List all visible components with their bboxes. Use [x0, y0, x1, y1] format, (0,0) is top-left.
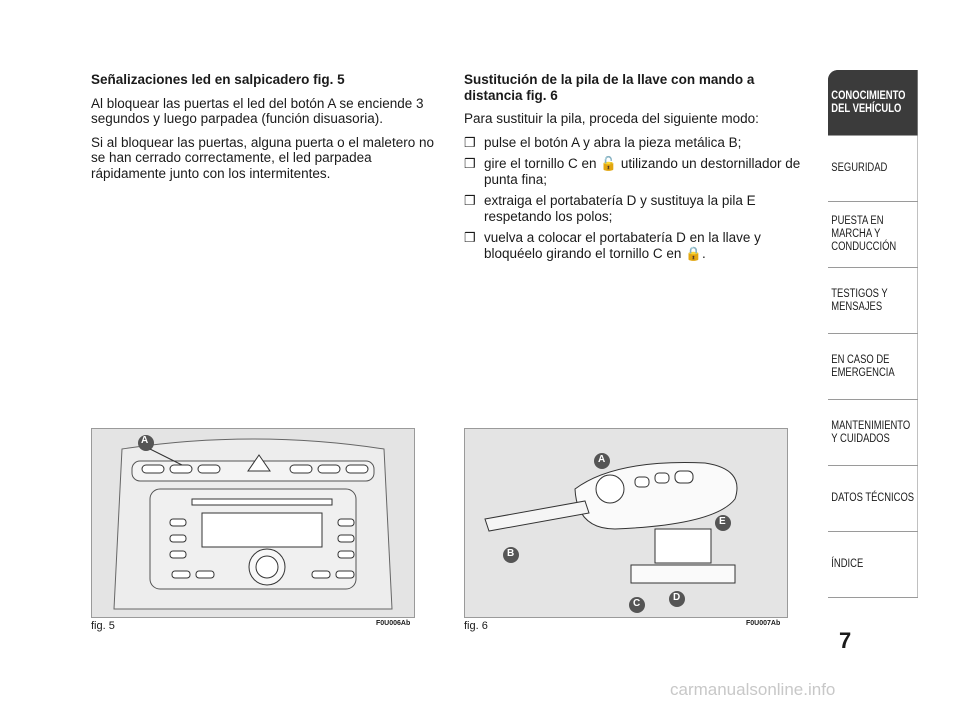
figure-5-radio-panel	[91, 428, 415, 618]
tab-conocimiento[interactable]: CONOCIMIENTO DEL VEHÍCULO	[828, 70, 918, 136]
label-b: B	[507, 548, 515, 559]
intro-text: Para sustituir la pila, proceda del siguiente modo:	[464, 111, 759, 126]
page-number: 7	[839, 628, 852, 653]
checkbox-bullet-icon: ❒	[464, 193, 476, 208]
left-column	[91, 72, 436, 189]
tab-emergencia[interactable]: EN CASO DE EMERGENCIA	[828, 334, 918, 400]
watermark: carmanualsonline.info	[670, 680, 836, 699]
label-a: A	[598, 454, 606, 465]
list-item: ❒ extraiga el portabatería D y sustituya la pila E respetando los polos;	[464, 193, 756, 224]
tab-puesta-en-marcha[interactable]: PUESTA EN MARCHA Y CONDUCCIÓN	[828, 202, 918, 268]
checkbox-bullet-icon: ❒	[464, 134, 476, 150]
tab-testigos[interactable]: TESTIGOS Y MENSAJES	[828, 268, 918, 334]
figure-6-key-fob	[464, 428, 788, 618]
paragraph: Si al bloquear las puertas, alguna puerta o el maletero no se han cerrado correctamente, el led parpadea rápidamente junto con los intermitentes.	[91, 134, 434, 181]
tab-seguridad[interactable]: SEGURIDAD	[828, 136, 918, 202]
list-item: ❒ pulse el botón A y abra la pieza metálica B;	[464, 134, 742, 150]
radio-panel-illustration	[92, 429, 414, 617]
label-e: E	[719, 516, 726, 527]
label-c: C	[633, 598, 641, 609]
section-heading-battery: Sustitución de la pila de la llave con mando a distancia fig. 6	[464, 72, 755, 103]
right-column	[464, 72, 809, 267]
fig5-code: F0U006Ab	[376, 620, 411, 627]
checkbox-bullet-icon: ❒	[464, 156, 476, 171]
label-d: D	[673, 592, 681, 603]
tab-indice[interactable]: ÍNDICE	[828, 532, 918, 598]
label-a: A	[141, 435, 149, 446]
fig5-caption: fig. 5	[91, 620, 115, 632]
key-fob-illustration	[465, 429, 787, 617]
list-item: ❒ gire el tornillo C en 🔓 utilizando un destornillador de punta fina;	[464, 156, 801, 187]
section-heading-led: Señalizaciones led en salpicadero fig. 5	[91, 72, 345, 87]
tab-datos-tecnicos[interactable]: DATOS TÉCNICOS	[828, 466, 918, 532]
fig6-code: F0U007Ab	[746, 620, 781, 627]
paragraph: Al bloquear las puertas el led del botón A se enciende 3 segundos y luego parpadea (función disuasoria).	[91, 95, 424, 126]
list-item: ❒ vuelva a colocar el portabatería D en la llave y bloquéelo girando el tornillo C en 🔒.	[464, 230, 761, 261]
chapter-sidebar	[828, 70, 918, 598]
checkbox-bullet-icon: ❒	[464, 230, 476, 245]
steps-list	[464, 135, 809, 262]
fig6-caption: fig. 6	[464, 620, 488, 632]
tab-mantenimiento[interactable]: MANTENIMIENTO Y CUIDADOS	[828, 400, 918, 466]
